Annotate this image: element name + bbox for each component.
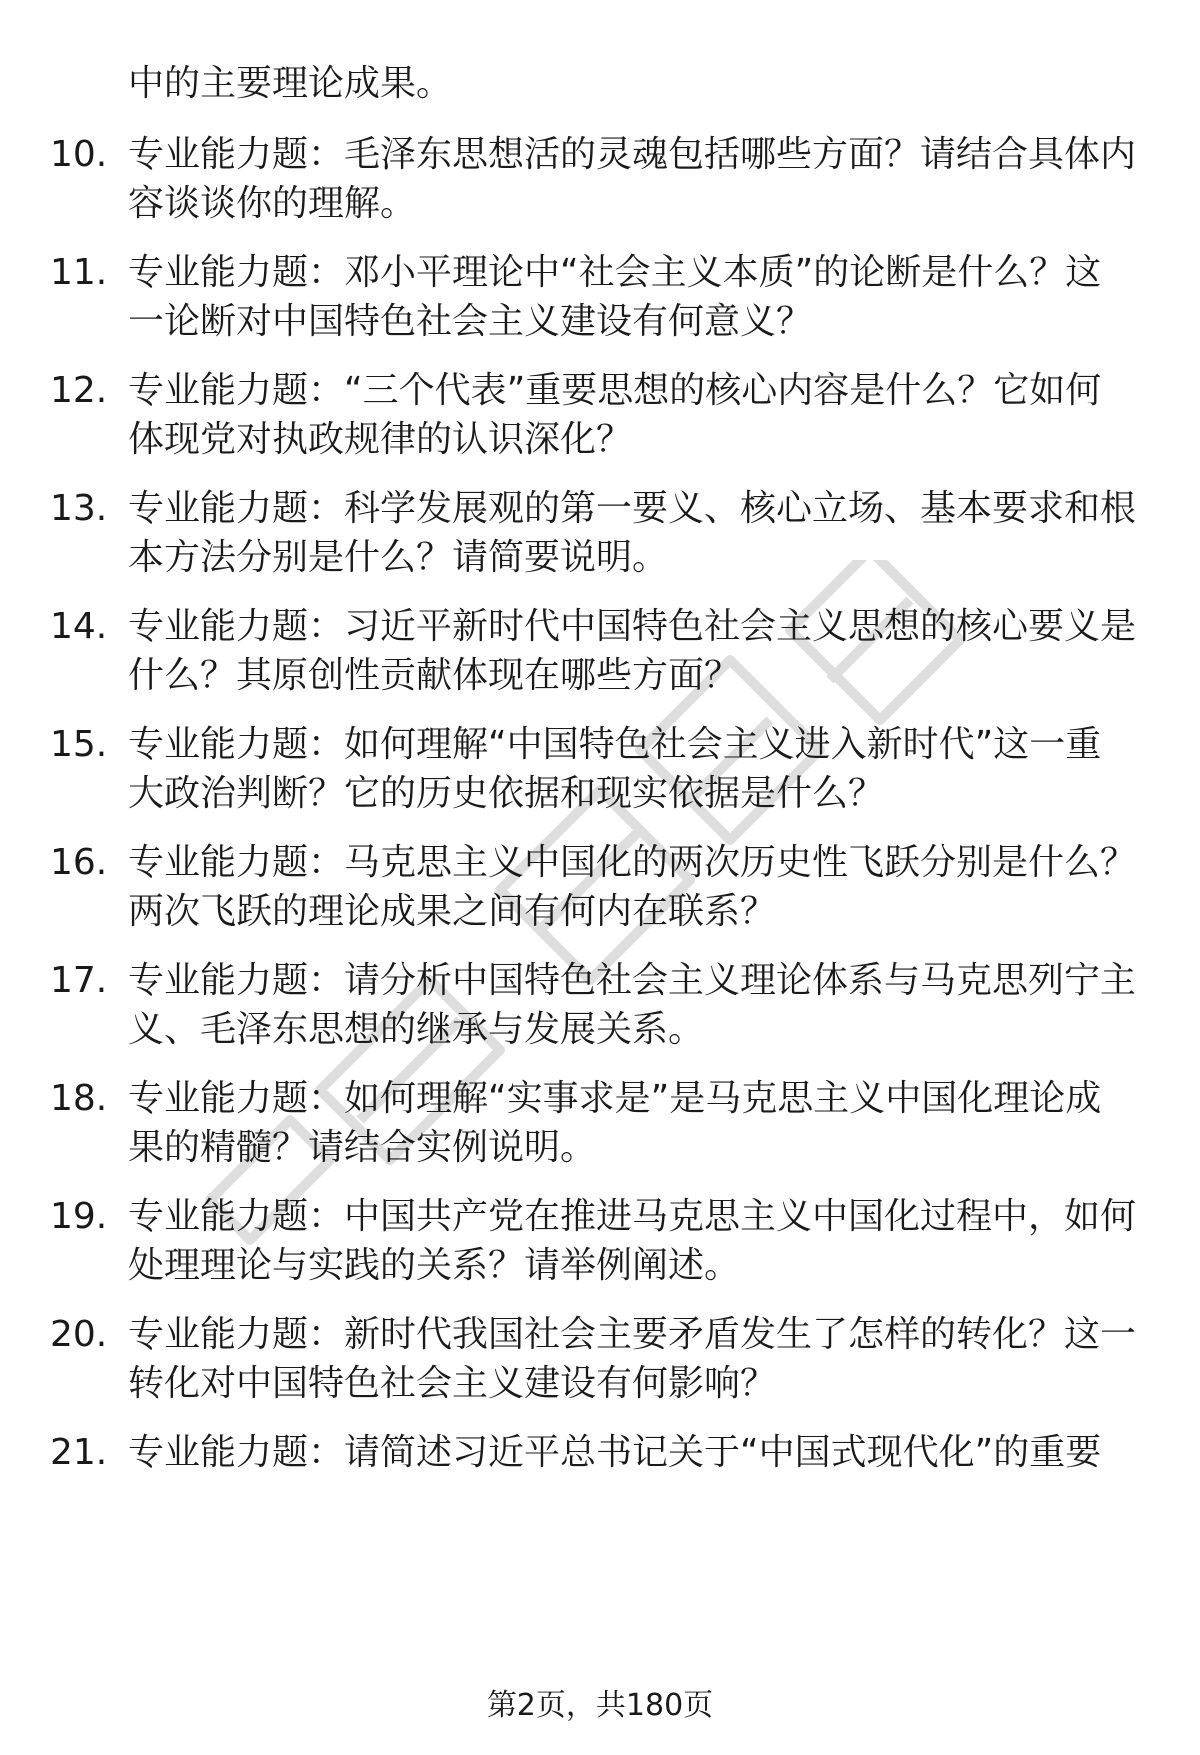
question-line: 专业能力题：毛泽东思想活的灵魂包括哪些方面？请结合具体内 — [128, 134, 1137, 175]
question-text — [128, 367, 1138, 464]
question-line: 体现党对执政规律的认识深化？ — [128, 419, 633, 460]
question-number: 10. — [50, 134, 108, 175]
question-number: 21. — [50, 1432, 108, 1473]
question-line: 专业能力题：如何理解“实事求是”是马克思主义中国化理论成 — [128, 1078, 1102, 1119]
question-line: 两次飞跃的理论成果之间有何内在联系？ — [128, 891, 777, 932]
question-number: 12. — [50, 370, 108, 411]
question-line: 专业能力题：请分析中国特色社会主义理论体系与马克思列宁主 — [128, 960, 1137, 1001]
question-line: 专业能力题：中国共产党在推进马克思主义中国化过程中，如何 — [128, 1196, 1137, 1237]
question-line: 转化对中国特色社会主义建设有何影响？ — [128, 1363, 777, 1404]
question-line: 什么？其原创性贡献体现在哪些方面？ — [128, 655, 741, 696]
question-number: 16. — [50, 842, 108, 883]
question-number: 15. — [50, 724, 108, 765]
question-line: 专业能力题：请简述习近平总书记关于“中国式现代化”的重要 — [128, 1432, 1102, 1473]
question-line: 一论断对中国特色社会主义建设有何意义？ — [128, 301, 813, 342]
question-line: 专业能力题：邓小平理论中“社会主义本质”的论断是什么？这 — [128, 252, 1102, 293]
question-number: 20. — [50, 1314, 108, 1355]
question-number: 14. — [50, 606, 108, 647]
question-text — [128, 485, 1138, 582]
question-text — [128, 1311, 1138, 1408]
question-line: 果的精髓？请结合实例说明。 — [128, 1127, 597, 1168]
question-text — [128, 957, 1138, 1054]
question-number: 11. — [50, 252, 108, 293]
question-line: 处理理论与实践的关系？请举例阐述。 — [128, 1245, 741, 1286]
question-line: 专业能力题：新时代我国社会主要矛盾发生了怎样的转化？这一 — [128, 1314, 1137, 1355]
question-line: 专业能力题：习近平新时代中国特色社会主义思想的核心要义是 — [128, 606, 1137, 647]
question-line: 专业能力题：如何理解“中国特色社会主义进入新时代”这一重 — [128, 724, 1102, 765]
question-text — [128, 131, 1138, 228]
question-text — [128, 721, 1138, 818]
question-line: 专业能力题：科学发展观的第一要义、核心立场、基本要求和根 — [128, 488, 1137, 529]
question-line: 专业能力题：“三个代表”重要思想的核心内容是什么？它如何 — [128, 370, 1102, 411]
page-number-footer: 第2页，共180页 — [486, 1688, 714, 1723]
question-number: 17. — [50, 960, 108, 1001]
question-text — [128, 1075, 1138, 1172]
question-line: 专业能力题：马克思主义中国化的两次历史性飞跃分别是什么？ — [128, 842, 1137, 883]
question-line: 大政治判断？它的历史依据和现实依据是什么？ — [128, 773, 885, 814]
question-number: 19. — [50, 1196, 108, 1237]
question-line: 本方法分别是什么？请简要说明。 — [128, 537, 669, 578]
question-number: 18. — [50, 1078, 108, 1119]
question-text — [128, 603, 1138, 700]
question-text — [128, 839, 1138, 936]
question-text — [128, 1429, 1138, 1477]
question-text — [128, 1193, 1138, 1290]
question-line: 容谈谈你的理解。 — [128, 183, 417, 224]
question-line: 义、毛泽东思想的继承与发展关系。 — [128, 1009, 705, 1050]
question-number: 13. — [50, 488, 108, 529]
question-text — [128, 249, 1138, 346]
continuation-line: 中的主要理论成果。 — [128, 63, 453, 104]
